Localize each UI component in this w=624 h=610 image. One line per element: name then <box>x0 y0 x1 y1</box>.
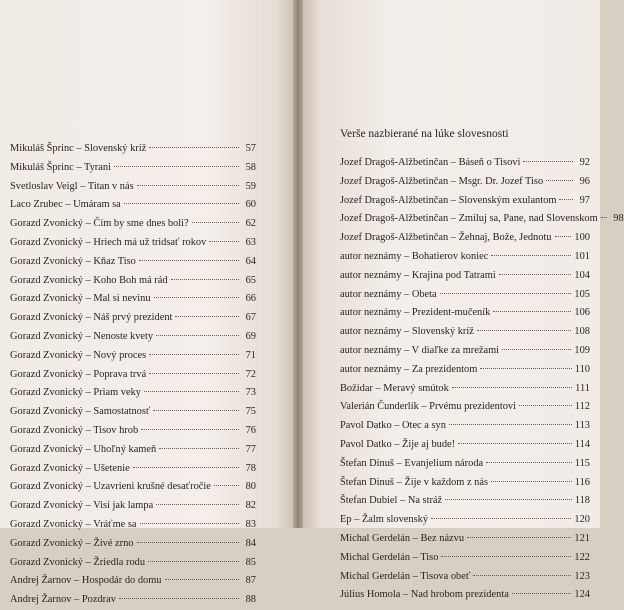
toc-entry <box>340 286 590 305</box>
toc-entry-title: Valerián Čunderlík – Prvému prezidentovi <box>340 401 517 413</box>
toc-entry-page-number: 114 <box>574 438 590 450</box>
toc-entry-title: Mikuláš Šprinc – Tyrani <box>10 161 111 173</box>
dot-leader <box>499 274 572 275</box>
toc-entry <box>10 140 256 159</box>
toc-entry <box>340 361 590 380</box>
dot-leader <box>137 542 240 543</box>
dot-leader <box>149 373 239 374</box>
dot-leader <box>445 499 572 500</box>
dot-leader <box>149 147 239 148</box>
toc-entry-page-number: 75 <box>245 406 256 418</box>
dot-leader <box>156 335 239 336</box>
toc-entry <box>340 455 590 474</box>
dot-leader <box>449 424 572 425</box>
dot-leader <box>431 518 571 519</box>
toc-entry <box>340 248 590 267</box>
toc-entry-page-number: 124 <box>574 589 590 601</box>
toc-entry <box>10 441 256 460</box>
toc-entry-page-number: 77 <box>245 443 256 455</box>
toc-entry <box>10 309 256 328</box>
dot-leader <box>559 199 573 200</box>
dot-leader <box>156 504 239 505</box>
toc-entry-title: autor neznámy – Bohatierov koniec <box>340 250 489 262</box>
toc-entry-title: Gorazd Zvonický – Koho Boh má rád <box>10 274 168 286</box>
toc-entry <box>340 417 590 436</box>
toc-entry <box>340 229 590 248</box>
toc-entry-title: Gorazd Zvonický – Priam veky <box>10 387 142 399</box>
dot-leader <box>546 180 573 181</box>
dot-leader <box>137 185 239 186</box>
toc-entry-title: Svetloslav Veigl – Titan v nás <box>10 180 134 192</box>
toc-entry <box>10 215 256 234</box>
toc-entry-page-number: 120 <box>574 514 590 526</box>
dot-leader <box>114 166 239 167</box>
toc-entry <box>10 460 256 479</box>
dot-leader <box>523 161 573 162</box>
toc-entry-page-number: 101 <box>574 250 590 262</box>
toc-entry <box>10 516 256 535</box>
toc-entry <box>340 549 590 568</box>
toc-entry <box>10 554 256 573</box>
toc-entry-page-number: 116 <box>574 476 590 488</box>
dot-leader <box>477 330 572 331</box>
toc-entry-title: Mikuláš Šprinc – Slovenský kríž <box>10 143 147 154</box>
toc-entry <box>10 478 256 497</box>
toc-entry <box>10 403 256 422</box>
toc-entry-title: Laco Zrubec – Umáram sa <box>10 199 121 211</box>
dot-leader <box>171 279 239 280</box>
toc-entry <box>340 154 590 173</box>
toc-entry-title: Július Homola – Nad hrobom prezidenta <box>340 589 509 601</box>
dot-leader <box>467 537 571 538</box>
toc-entry-title: Andrej Žarnov – Hospodár do domu <box>10 575 162 587</box>
dot-leader <box>493 311 571 312</box>
toc-entry-page-number: 73 <box>245 387 256 399</box>
toc-entry <box>340 173 590 192</box>
toc-entry-page-number: 92 <box>579 157 590 168</box>
toc-entry <box>10 347 256 366</box>
toc-entry <box>10 591 256 610</box>
toc-entry-title: Ep – Žalm slovenský <box>340 514 429 526</box>
dot-leader <box>458 443 572 444</box>
dot-leader <box>452 387 572 388</box>
dot-leader <box>502 349 571 350</box>
left-toc-list <box>10 140 256 610</box>
toc-entry-title: autor neznámy – Krajina pod Tatrami <box>340 269 496 281</box>
toc-entry-title: Gorazd Zvonický – Kňaz Tiso <box>10 255 136 267</box>
toc-entry-title: Gorazd Zvonický – Nový proces <box>10 349 147 361</box>
toc-entry <box>340 492 590 511</box>
toc-entry-title: Jozef Dragoš-Alžbetinčan – Slovenským exulantom <box>340 194 557 206</box>
toc-entry-title: Gorazd Zvonický – Uhoľný kameň <box>10 443 157 455</box>
dot-leader <box>555 236 572 237</box>
toc-entry-page-number: 96 <box>579 175 590 187</box>
dot-leader <box>486 462 572 463</box>
toc-entry-title: Gorazd Zvonický – Ušetenie <box>10 462 130 474</box>
dot-leader <box>491 255 571 256</box>
toc-entry-page-number: 87 <box>245 575 256 587</box>
toc-entry-title: Jozef Dragoš-Alžbetinčan – Žehnaj, Bože, Jednotu <box>340 232 552 244</box>
toc-entry-title: Pavol Datko – Otec a syn <box>340 420 446 432</box>
toc-entry <box>340 568 590 587</box>
toc-entry-title: Gorazd Zvonický – Tisov hrob <box>10 424 139 436</box>
toc-entry-title: Štefan Dinuš – Žije v každom z nás <box>340 476 489 488</box>
dot-leader <box>473 575 571 576</box>
toc-entry-title: Gorazd Zvonický – Vráťme sa <box>10 518 137 530</box>
toc-entry <box>340 210 624 229</box>
toc-entry-page-number: 110 <box>574 363 590 375</box>
toc-entry <box>10 384 256 403</box>
toc-entry-page-number: 67 <box>245 312 256 324</box>
toc-entry <box>10 272 256 291</box>
toc-entry-title: Pavol Datko – Žije aj bude! <box>340 438 456 450</box>
toc-entry-title: autor neznámy – Prezident-mučeník <box>340 307 491 319</box>
toc-entry-title: Gorazd Zvonický – Visí jak lampa <box>10 500 154 512</box>
toc-entry-title: Božidar – Meravý smútok <box>340 382 449 394</box>
dot-leader <box>139 260 239 261</box>
toc-entry-title: autor neznámy – Obeta <box>340 288 437 300</box>
dot-leader <box>154 297 239 298</box>
dot-leader <box>601 217 607 218</box>
toc-entry-title: Gorazd Zvonický – Žriedla rodu <box>10 556 146 568</box>
toc-entry-title: Gorazd Zvonický – Náš prvý prezident <box>10 312 173 324</box>
toc-entry <box>340 342 590 361</box>
toc-entry <box>340 474 590 493</box>
toc-entry-title: Gorazd Zvonický – Nenoste kvety <box>10 330 154 342</box>
toc-entry <box>340 192 590 211</box>
toc-entry <box>340 586 590 605</box>
toc-entry-title: Jozef Dragoš-Alžbetinčan – Msgr. Dr. Jozef Tiso <box>340 175 544 187</box>
toc-entry <box>10 422 256 441</box>
toc-entry-title: Štefan Dubiel – Na stráž <box>340 495 443 507</box>
book-gutter <box>293 0 303 528</box>
toc-entry-title: Jozef Dragoš-Alžbetinčan – Zmiluj sa, Pane, nad Slovenskom <box>340 213 598 225</box>
toc-entry-page-number: 111 <box>575 382 590 394</box>
dot-leader <box>133 467 239 468</box>
toc-entry-page-number: 113 <box>574 420 590 432</box>
toc-entry-title: autor neznámy – Slovenský kríž <box>340 326 474 338</box>
dot-leader <box>148 561 239 562</box>
dot-leader <box>441 556 571 557</box>
toc-entry <box>340 304 590 323</box>
toc-entry-page-number: 66 <box>245 293 256 305</box>
toc-entry <box>10 572 256 591</box>
toc-entry-page-number: 122 <box>574 551 590 563</box>
toc-entry <box>340 267 590 286</box>
toc-entry-title: Gorazd Zvonický – Živé zrno <box>10 537 134 549</box>
dot-leader <box>192 222 239 223</box>
toc-entry-page-number: 71 <box>245 349 256 361</box>
toc-entry <box>340 323 590 342</box>
toc-entry-page-number: 57 <box>245 143 256 154</box>
toc-entry <box>10 234 256 253</box>
toc-entry <box>340 380 590 399</box>
toc-entry-title: Gorazd Zvonický – Samostatnosť <box>10 406 151 418</box>
toc-entry-title: Andrej Žarnov – Pozdrav <box>10 594 116 606</box>
toc-entry-page-number: 63 <box>245 236 256 248</box>
dot-leader <box>149 354 239 355</box>
dot-leader <box>491 481 572 482</box>
toc-entry <box>10 535 256 554</box>
toc-entry-page-number: 65 <box>245 274 256 286</box>
dot-leader <box>159 448 239 449</box>
dot-leader <box>440 293 572 294</box>
toc-entry-page-number: 85 <box>245 556 256 568</box>
toc-entry-page-number: 109 <box>574 344 590 356</box>
toc-entry-page-number: 62 <box>245 218 256 230</box>
toc-entry-title: Gorazd Zvonický – Uzavrieni krušné desaťročie <box>10 481 211 493</box>
toc-entry-page-number: 83 <box>245 518 256 530</box>
dot-leader <box>519 405 572 406</box>
toc-entry-page-number: 100 <box>574 232 590 244</box>
toc-entry-page-number: 82 <box>245 500 256 512</box>
toc-entry-page-number: 69 <box>245 330 256 342</box>
toc-entry-title: Gorazd Zvonický – Poprava trvá <box>10 368 147 380</box>
toc-entry-page-number: 78 <box>245 462 256 474</box>
toc-entry <box>10 253 256 272</box>
toc-entry-page-number: 118 <box>574 495 590 507</box>
toc-entry-page-number: 59 <box>245 180 256 192</box>
dot-leader <box>209 241 239 242</box>
toc-entry-title: Jozef Dragoš-Alžbetinčan – Báseň o Tisovi <box>340 157 521 168</box>
toc-entry <box>10 366 256 385</box>
toc-entry-title: Štefan Dinuš – Evanjelium národa <box>340 457 484 469</box>
toc-entry-page-number: 106 <box>574 307 590 319</box>
toc-entry <box>10 159 256 178</box>
toc-entry-page-number: 108 <box>574 326 590 338</box>
dot-leader <box>480 368 571 369</box>
toc-entry <box>340 398 590 417</box>
toc-entry-title: Gorazd Zvonický – Mal si nevinu <box>10 293 151 305</box>
toc-entry-page-number: 104 <box>574 269 590 281</box>
toc-entry-page-number: 60 <box>245 199 256 211</box>
dot-leader <box>140 523 239 524</box>
toc-entry-page-number: 121 <box>574 532 590 544</box>
left-page <box>0 0 293 606</box>
toc-entry-page-number: 97 <box>579 194 590 206</box>
toc-entry-page-number: 98 <box>613 213 624 225</box>
toc-entry-page-number: 112 <box>574 401 590 413</box>
toc-entry-title: Gorazd Zvonický – Čím by sme dnes boli? <box>10 218 189 230</box>
toc-entry <box>10 328 256 347</box>
dot-leader <box>512 593 572 594</box>
dot-leader <box>119 598 239 599</box>
dot-leader <box>141 429 239 430</box>
toc-entry <box>340 530 590 549</box>
dot-leader <box>175 316 239 317</box>
toc-entry <box>10 196 256 215</box>
toc-entry-title: Michal Gerdelán – Tiso <box>340 551 439 563</box>
toc-entry-page-number: 84 <box>245 537 256 549</box>
toc-entry-page-number: 80 <box>245 481 256 493</box>
toc-entry-page-number: 115 <box>574 457 590 469</box>
toc-entry-title: autor neznámy – Za prezidentom <box>340 363 478 375</box>
dot-leader <box>124 203 239 204</box>
toc-entry <box>10 178 256 197</box>
toc-entry-title: Michal Gerdelán – Bez názvu <box>340 532 465 544</box>
toc-entry <box>10 290 256 309</box>
toc-entry-page-number: 76 <box>245 424 256 436</box>
toc-entry-page-number: 88 <box>245 594 256 606</box>
toc-entry <box>10 497 256 516</box>
toc-entry-title: Gorazd Zvonický – Hriech má už tridsať rokov <box>10 236 207 248</box>
toc-entry-page-number: 105 <box>574 288 590 300</box>
toc-entry <box>340 511 590 530</box>
dot-leader <box>144 391 239 392</box>
right-toc-list <box>340 154 624 605</box>
toc-entry-page-number: 72 <box>245 368 256 380</box>
toc-entry-page-number: 64 <box>245 255 256 267</box>
toc-entry-page-number: 123 <box>574 570 590 582</box>
dot-leader <box>153 410 239 411</box>
toc-entry-title: autor neznámy – V diaľke za mrežami <box>340 344 500 356</box>
toc-entry <box>340 436 590 455</box>
toc-entry-page-number: 58 <box>245 161 256 173</box>
dot-leader <box>165 579 239 580</box>
toc-entry-title: Michal Gerdelán – Tisova obeť <box>340 570 471 582</box>
dot-leader <box>214 485 239 486</box>
section-heading: Verše nazbierané na lúke slovesnosti <box>340 128 509 140</box>
